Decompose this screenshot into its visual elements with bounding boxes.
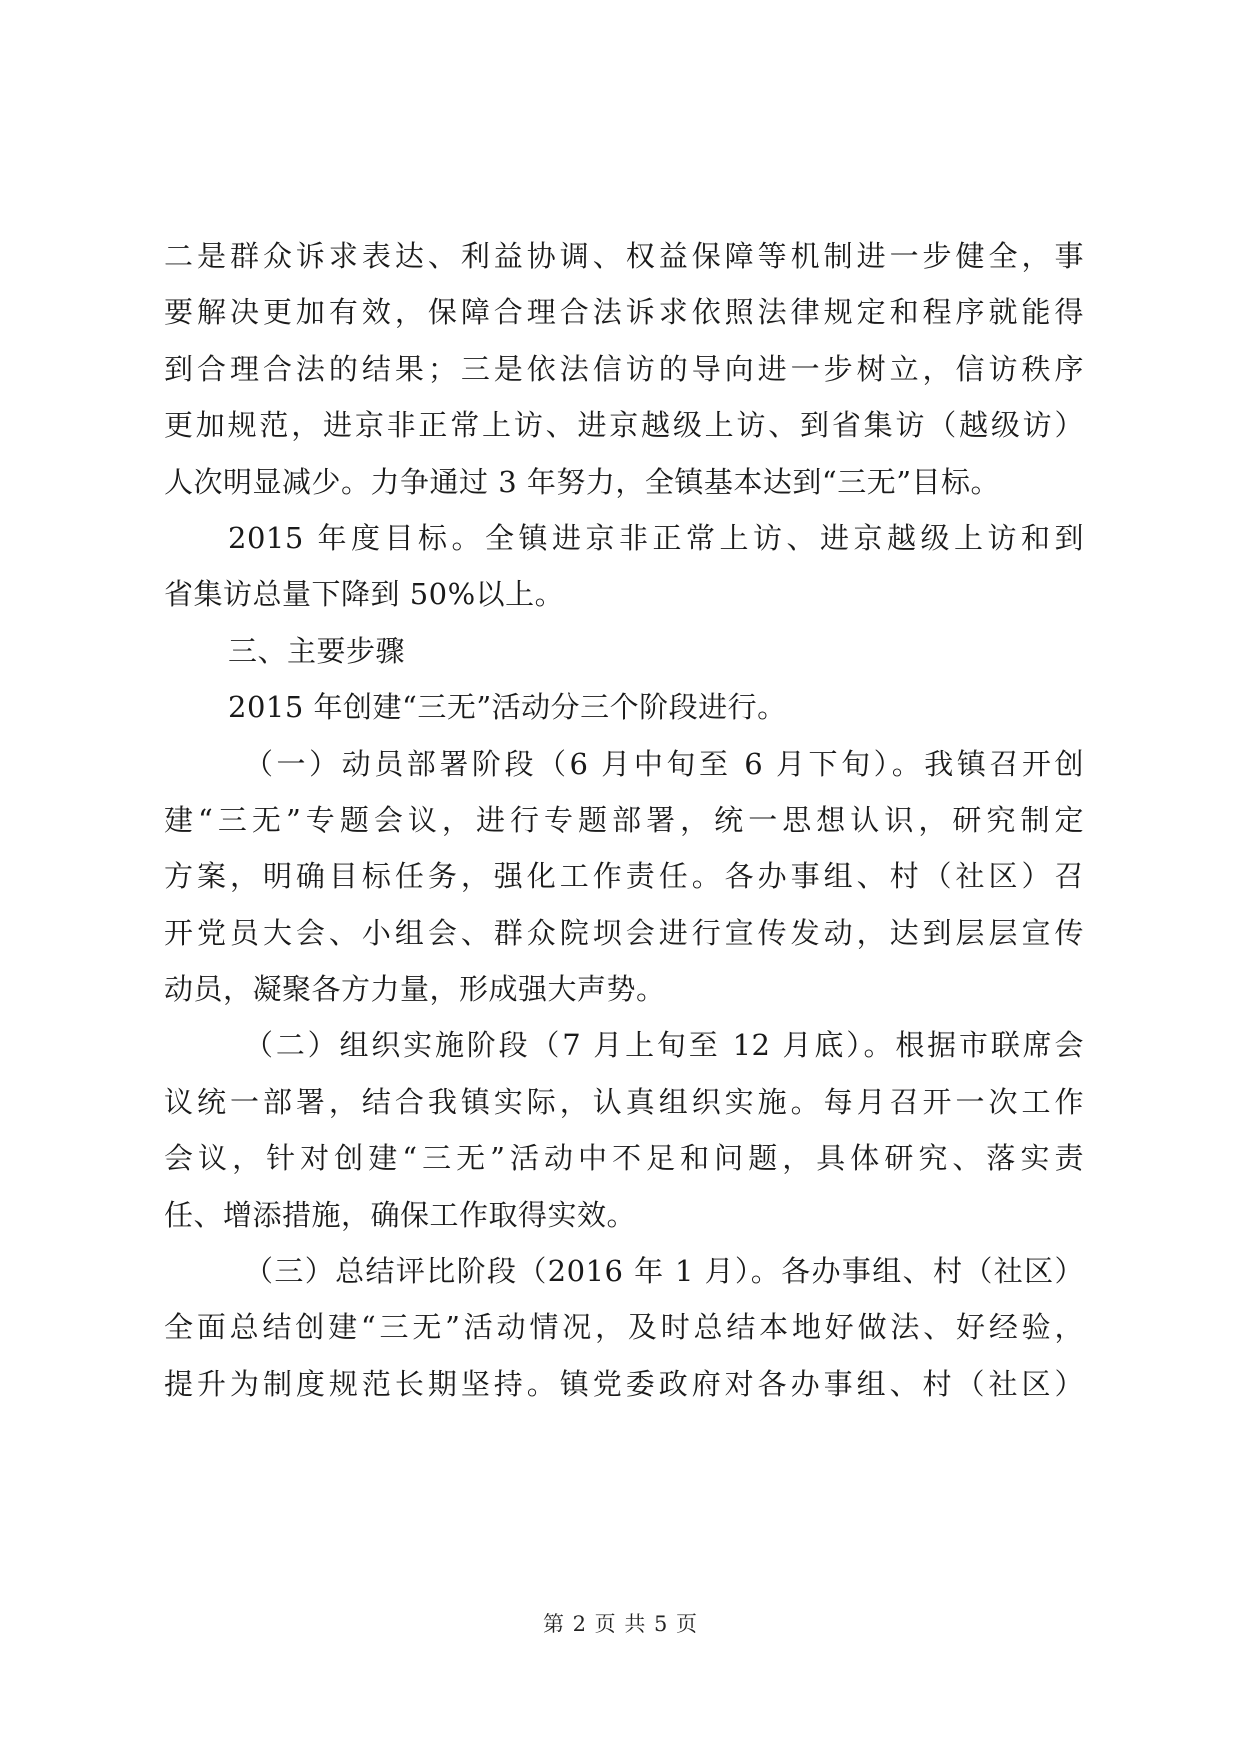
text-line: （三）总结评比阶段（2016 年 1 月）。各办事组、村（社区） (244, 1254, 1084, 1289)
document-body (164, 228, 1084, 1412)
text-line: 人次明显减少。力争通过 3 年努力，全镇基本达到“三无”目标。 (164, 464, 1001, 499)
text-line: 议统一部署，结合我镇实际，认真组织实施。每月召开一次工作 (164, 1084, 1084, 1119)
text-line: 开党员大会、小组会、群众院坝会进行宣传发动，达到层层宣传 (164, 915, 1084, 950)
text-line: 二是群众诉求表达、利益协调、权益保障等机制进一步健全，事 (164, 239, 1084, 273)
text-line: 提升为制度规范长期坚持。镇党委政府对各办事组、村（社区） (164, 1366, 1084, 1401)
section-heading: 三、主要步骤 (228, 633, 406, 668)
text-line: 方案，明确目标任务，强化工作责任。各办事组、村（社区）召 (164, 859, 1084, 894)
text-line: 2015 年度目标。全镇进京非正常上访、进京越级上访和到 (228, 520, 1084, 555)
text-line: 省集访总量下降到 50%以上。 (164, 577, 565, 612)
text-line: 到合理合法的结果；三是依法信访的导向进一步树立，信访秩序 (164, 351, 1084, 386)
text-line: 任、增添措施，确保工作取得实效。 (164, 1197, 637, 1232)
text-line: （一）动员部署阶段（6 月中旬至 6 月下旬）。我镇召开创 (244, 746, 1084, 781)
text-line: 建“三无”专题会议，进行专题部署，统一思想认识，研究制定 (164, 802, 1084, 837)
text-line: 更加规范，进京非正常上访、进京越级上访、到省集访（越级访） (164, 408, 1084, 443)
text-line: （二）组织实施阶段（7 月上旬至 12 月底）。根据市联席会 (244, 1028, 1084, 1063)
text-line: 要解决更加有效，保障合理合法诉求依照法律规定和程序就能得 (164, 295, 1084, 330)
page-footer: 第 2 页 共 5 页 (542, 1612, 699, 1636)
text-line: 全面总结创建“三无”活动情况，及时总结本地好做法、好经验， (164, 1310, 1084, 1345)
text-line: 动员，凝聚各方力量，形成强大声势。 (164, 972, 666, 1007)
text-line: 会议，针对创建“三无”活动中不足和问题，具体研究、落实责 (164, 1141, 1084, 1176)
text-line: 2015 年创建“三无”活动分三个阶段进行。 (228, 690, 787, 725)
